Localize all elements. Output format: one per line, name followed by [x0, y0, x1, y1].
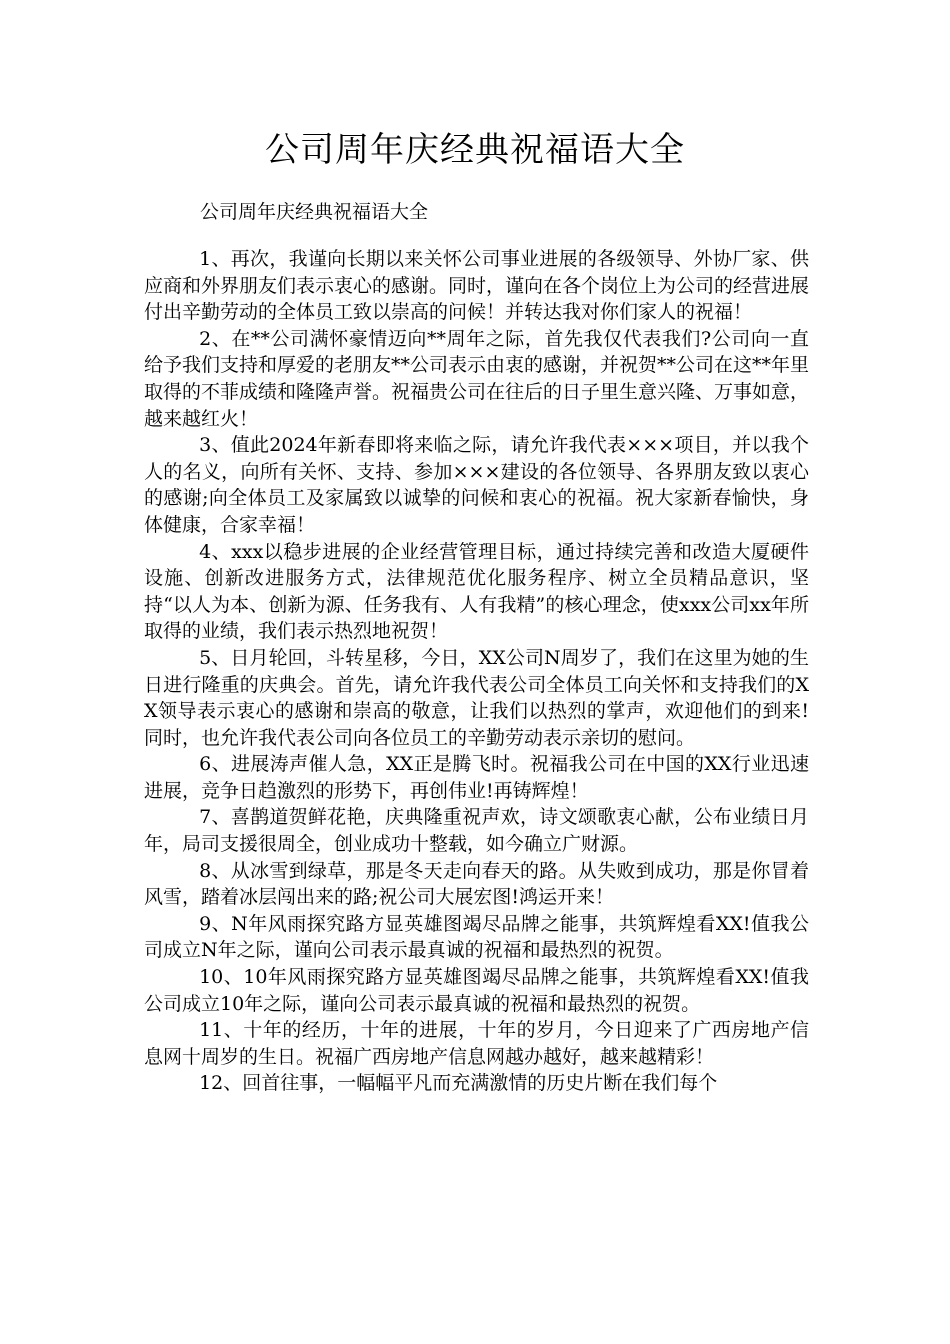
paragraph-9: 9、N年风雨探究路方显英雄图竭尽品牌之能事，共筑辉煌看XX!值我公司成立N年之际，谨向公司表示最真诚的祝福和最热烈的祝贺。 [144, 912, 809, 962]
paragraph-12: 12、回首往事，一幅幅平凡而充满激情的历史片断在我们每个 [199, 1072, 718, 1095]
paragraph-4: 4、xxx以稳步进展的企业经营管理目标，通过持续完善和改造大厦硬件设施、创新改进服务方式，法律规范优化服务程序、树立全员精品意识，坚持“以人为本、创新为源、任务我有、人有我精”的核心理念，使xxx公司xx年所取得的业绩，我们表示热烈地祝贺！ [144, 540, 809, 643]
paragraph-7: 7、喜鹊道贺鲜花艳，庆典隆重祝声欢，诗文颂歌衷心献，公布业绩日月年，局司支援很周全，创业成功十整载，如今确立广财源。 [144, 806, 809, 856]
paragraph-3: 3、值此2024年新春即将来临之际，请允许我代表×××项目，并以我个人的名义，向所有关怀、支持、参加×××建设的各位领导、各界朋友致以衷心的感谢;向全体员工及家属致以诚挚的问候和衷心的祝福。祝大家新春愉快，身体健康，合家幸福！ [144, 434, 809, 536]
paragraph-8: 8、从冰雪到绿草，那是冬天走向春天的路。从失败到成功，那是你冒着风雪，踏着冰层闯出来的路;祝公司大展宏图!鸿运开来！ [144, 859, 809, 909]
paragraph-10: 10、10年风雨探究路方显英雄图竭尽品牌之能事，共筑辉煌看XX!值我公司成立10年之际，谨向公司表示最真诚的祝福和最热烈的祝贺。 [144, 966, 809, 1015]
document-subtitle: 公司周年庆经典祝福语大全 [200, 201, 429, 223]
paragraph-1: 1、再次，我谨向长期以来关怀公司事业进展的各级领导、外协厂家、供应商和外界朋友们表示衷心的感谢。同时，谨向在各个岗位上为公司的经营进展付出辛勤劳动的全体员工致以崇高的问候！并转达我对你们家人的祝福！ [144, 248, 810, 324]
paragraph-2: 2、在**公司满怀豪情迈向**周年之际，首先我仅代表我们?公司向一直给予我们支持和厚爱的老朋友**公司表示由衷的感谢，并祝贺**公司在这**年里取得的不菲成绩和隆隆声誉。祝福贵公司在往后的日子里生意兴隆、万事如意，越来越红火！ [144, 327, 810, 430]
document-body [144, 246, 809, 1097]
paragraph-11: 11、十年的经历，十年的进展，十年的岁月，今日迎来了广西房地产信息网十周岁的生日。祝福广西房地产信息网越办越好，越来越精彩！ [144, 1019, 809, 1068]
document-title: 公司周年庆经典祝福语大全 [265, 130, 685, 170]
paragraph-5: 5、日月轮回，斗转星移，今日，XX公司N周岁了，我们在这里为她的生日进行隆重的庆典会。首先，请允许我代表公司全体员工向关怀和支持我们的XX领导表示衷心的感谢和崇高的敬意，让我们以热烈的掌声，欢迎他们的到来!同时，也允许我代表公司向各位员工的辛勤劳动表示亲切的慰问。 [144, 646, 809, 749]
paragraph-6: 6、进展涛声催人急，XX正是腾飞时。祝福我公司在中国的XX行业迅速进展，竞争日趋激烈的形势下，再创伟业!再铸辉煌！ [144, 753, 809, 802]
